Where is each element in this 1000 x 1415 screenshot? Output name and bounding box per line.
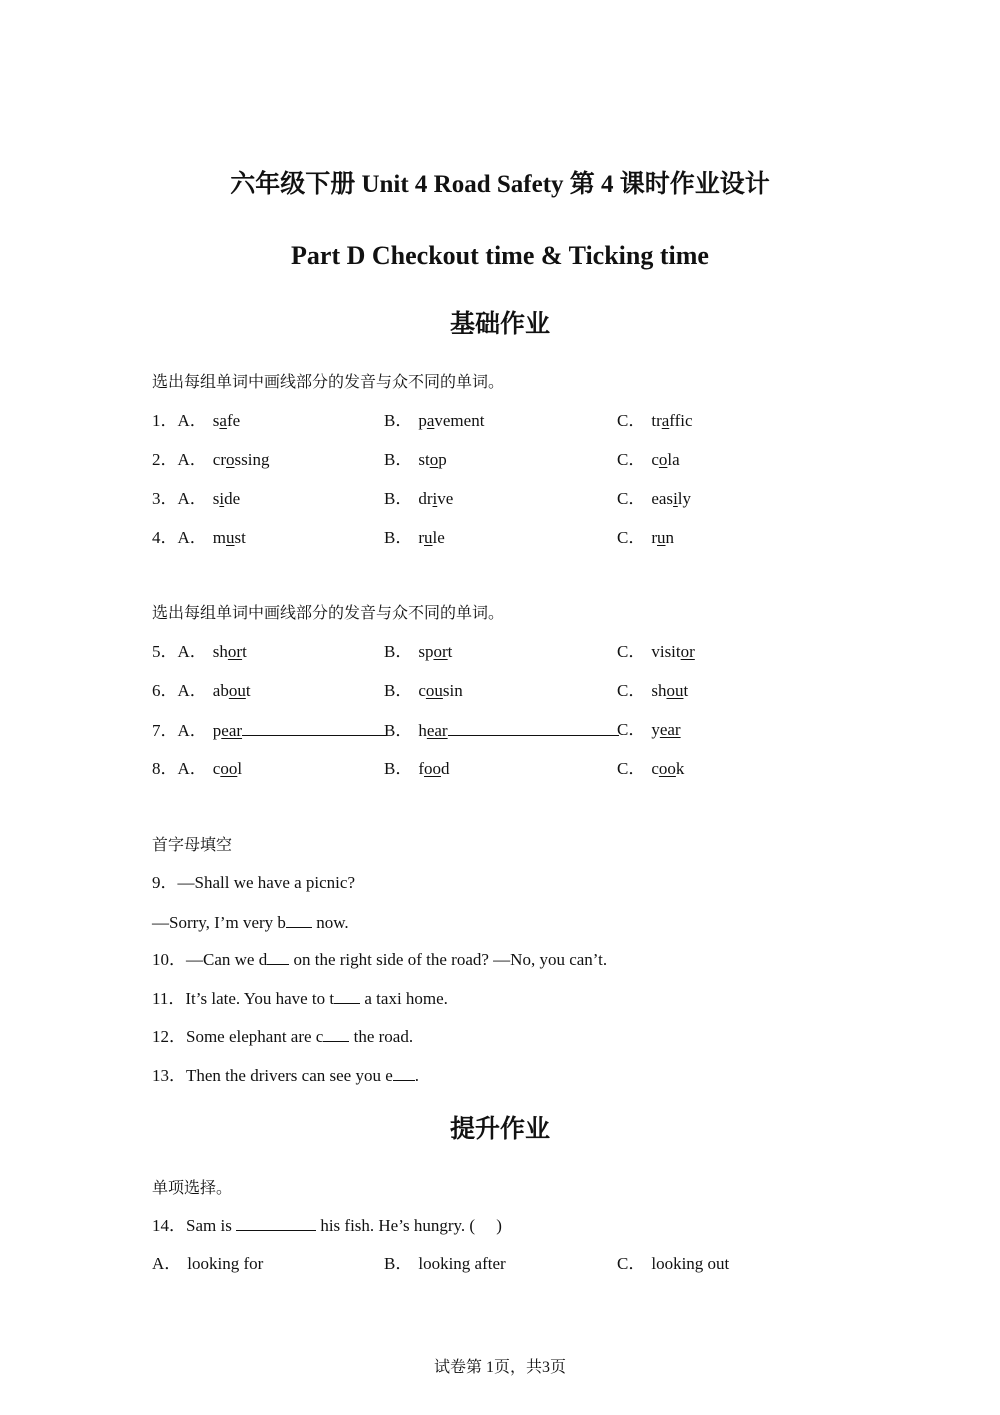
question-9-line-1: 9．—Shall we have a picnic? (152, 873, 355, 892)
answer-blank[interactable] (286, 911, 312, 928)
question-8-option-c: C． cook (617, 759, 685, 778)
answer-blank[interactable] (393, 1064, 415, 1081)
question-5 (152, 641, 872, 663)
question-2-option-a: 2．A． crossing (152, 450, 270, 469)
question-8-option-b: B． food (384, 759, 450, 778)
question-10: 10．—Can we d on the right side of the road? —No, you can’t. (152, 950, 608, 969)
question-14: 14．Sam is his fish. He’s hungry. ( ) (152, 1216, 502, 1235)
question-12: 12．Some elephant are c the road. (152, 1027, 414, 1046)
question-1 (152, 410, 872, 432)
question-5-option-c: C． visitor (617, 642, 695, 661)
question-7-option-c: C． year (617, 720, 681, 739)
question-7 (152, 719, 872, 741)
question-14-option-b[interactable]: B． looking after (384, 1254, 506, 1273)
question-8 (152, 758, 872, 780)
question-6-option-b: B． cousin (384, 681, 463, 700)
question-5-option-b: B． sport (384, 642, 453, 661)
question-8-option-a: 8．A． cool (152, 759, 243, 778)
question-3-option-a: 3．A． side (152, 489, 241, 508)
document-title: 六年级下册 Unit 4 Road Safety 第 4 课时作业设计 (230, 171, 770, 198)
underline-rule (448, 719, 619, 736)
document-subtitle: Part D Checkout time & Ticking time (291, 241, 709, 270)
answer-blank[interactable] (236, 1214, 316, 1231)
section-heading-basic: 基础作业 (449, 309, 550, 338)
question-1-option-c: C． traffic (617, 411, 693, 430)
question-3-option-b: B． drive (384, 489, 454, 508)
question-13: 13．Then the drivers can see you e . (152, 1066, 419, 1085)
question-6-option-a: 6．A． about (152, 681, 251, 700)
question-5-option-a: 5．A． short (152, 642, 247, 661)
question-4-option-c: C． run (617, 528, 675, 547)
answer-blank[interactable] (323, 1025, 349, 1042)
question-14-options (152, 1253, 872, 1275)
answer-blank[interactable] (334, 987, 360, 1004)
question-1-option-a: 1．A． safe (152, 411, 241, 430)
question-2-option-c: C． cola (617, 450, 680, 469)
question-6 (152, 680, 872, 702)
instruction-pronunciation-2: 选出每组单词中画线部分的发音与众不同的单词。 (152, 603, 505, 622)
question-1-option-b: B． pavement (384, 411, 485, 430)
question-4-option-b: B． rule (384, 528, 445, 547)
question-2 (152, 449, 872, 471)
question-14-option-a[interactable]: A． looking for (152, 1254, 264, 1273)
answer-blank[interactable] (267, 948, 289, 965)
question-3-option-c: C． easily (617, 489, 692, 508)
question-11: 11．It’s late. You have to t a taxi home. (152, 989, 448, 1008)
question-6-option-c: C． shout (617, 681, 689, 700)
page-footer: 试卷第 1页，共3页 (433, 1359, 566, 1376)
instruction-single-choice: 单项选择。 (152, 1178, 233, 1197)
question-4-option-a: 4．A． must (152, 528, 246, 547)
instruction-pronunciation-1: 选出每组单词中画线部分的发音与众不同的单词。 (152, 372, 505, 391)
section-heading-advanced: 提升作业 (449, 1114, 550, 1143)
question-14-option-c[interactable]: C． looking out (617, 1254, 730, 1273)
question-7-option-b: B． hear (384, 719, 619, 742)
question-4 (152, 527, 872, 549)
question-3 (152, 488, 872, 510)
question-9-line-2: —Sorry, I’m very b now. (152, 913, 349, 932)
instruction-initial-letter-fill: 首字母填空 (152, 835, 233, 854)
question-2-option-b: B． stop (384, 450, 447, 469)
underline-rule (242, 719, 386, 736)
question-7-option-a: 7．A． pear (152, 719, 386, 742)
